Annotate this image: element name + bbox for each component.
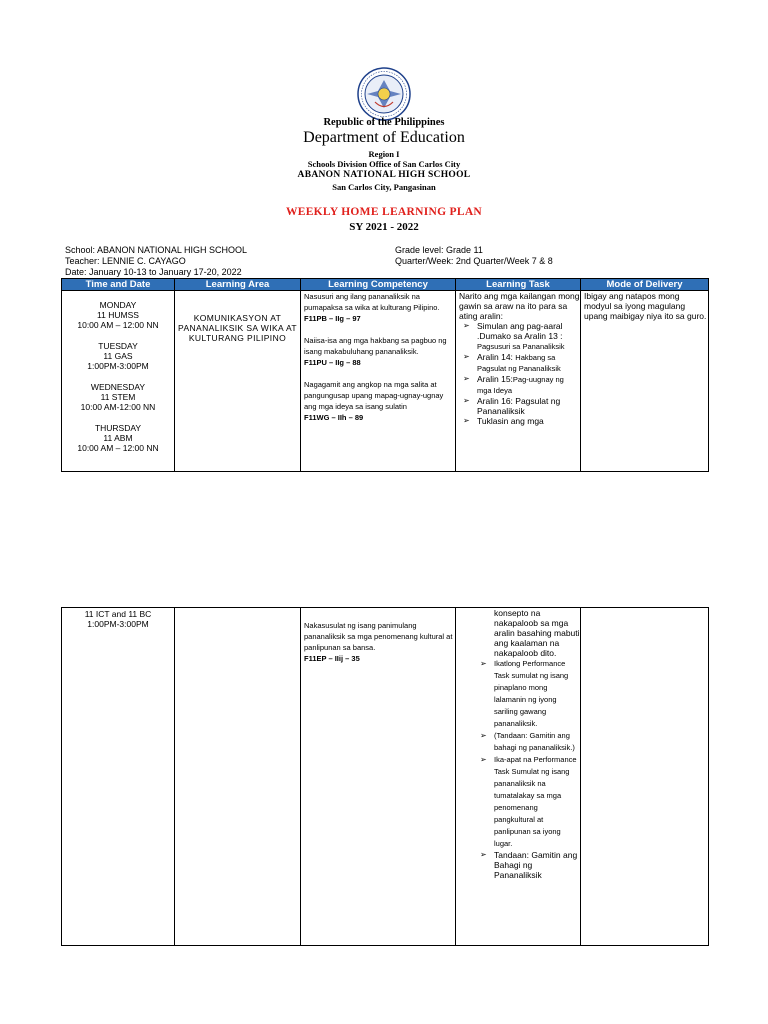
mode-of-delivery-cell: Ibigay ang natapos mong modyul sa iyong magulang upang maibigay niya ito sa guro. — [581, 291, 709, 472]
learning-task-cell — [456, 608, 581, 946]
task-continuation: konsepto na nakapaloob sa mga aralin basahing mabuti ang kaalaman na nakapaloob dito. — [494, 608, 580, 658]
plan-title: WEEKLY HOME LEARNING PLAN — [285, 206, 483, 218]
header-learning-area: Learning Area — [175, 279, 301, 291]
task-list — [459, 658, 580, 880]
task-intro: Narito ang mga kailangan mong gawin sa araw na ito para sa ating aralin: — [459, 291, 580, 321]
learning-task-cell — [456, 291, 581, 472]
list-item — [477, 374, 580, 396]
schedule-time: 10:00 AM – 12:00 NN — [77, 443, 159, 453]
list-item — [477, 321, 580, 352]
info-teacher: Teacher: LENNIE C. CAYAGO — [65, 256, 186, 266]
schedule-day: THURSDAY — [94, 423, 142, 433]
header-learning-task: Learning Task — [456, 279, 581, 291]
competency-code: F11PU – IIg – 88 — [304, 358, 361, 367]
header-mode-of-delivery: Mode of Delivery — [581, 279, 709, 291]
task-text: Aralin 15: — [477, 374, 513, 384]
schedule-time: 1:00PM-3:00PM — [87, 619, 149, 629]
school-heading: ABANON NATIONAL HIGH SCHOOL — [297, 170, 471, 180]
republic-heading: Republic of the Philippines — [323, 117, 445, 128]
schedule-cell — [62, 608, 175, 946]
weekly-plan-table — [61, 278, 709, 472]
task-text: Aralin 14: — [477, 352, 516, 362]
schedule-time: 1:00PM-3:00PM — [87, 361, 149, 371]
list-item: ➢ Ika-apat na Performance Task Sumulat ng isang pananaliksik na tumatalakay sa mga penomenang pangkultural at panlipunan sa iyong lugar. — [494, 754, 580, 850]
weekly-plan-table-continued — [61, 607, 709, 946]
list-item — [477, 352, 580, 374]
schedule-day: TUESDAY — [98, 341, 138, 351]
region-heading: Region I — [368, 149, 400, 159]
task-text: Aralin 16: Pagsulat ng Pananaliksik — [477, 396, 561, 416]
task-list — [459, 321, 580, 426]
info-date: Date: January 10-13 to January 17-20, 2022 — [65, 267, 242, 277]
competency-code: F11PB – IIg – 97 — [304, 314, 361, 323]
list-item — [477, 416, 580, 426]
list-item — [477, 396, 580, 416]
header-time-and-date: Time and Date — [62, 279, 175, 291]
list-item: ➢ (Tandaan: Gamitin ang bahagi ng pananaliksik.) — [494, 730, 580, 754]
schedule-cell — [62, 291, 175, 472]
list-item: ➢ Tandaan: Gamitin ang Bahagi ng Pananaliksik — [494, 850, 580, 880]
task-text: Simulan ang pag-aaral .Dumako sa Aralin 13 : — [477, 321, 563, 341]
info-grade: Grade level: Grade 11 — [395, 245, 483, 255]
schedule-section: 11 HUMSS — [97, 310, 139, 320]
competency-code: F11EP – IIij – 35 — [304, 654, 360, 663]
learning-area-cell — [175, 608, 301, 946]
schedule-section: 11 ABM — [103, 433, 133, 443]
mode-of-delivery-cell — [581, 608, 709, 946]
competency-text: Nasusuri ang ilang pananaliksik na pumapaksa sa wika at kulturang Pilipino. — [304, 292, 440, 312]
task-detail: Pag-uugnay ng mga Ideya — [477, 375, 564, 395]
competency-text: Naiisa-isa ang mga hakbang sa pagbuo ng isang makabuluhang pananaliksik. — [304, 336, 447, 356]
department-heading: Department of Education — [303, 129, 465, 146]
task-detail: Hakbang sa Pagsulat ng Pananaliksik — [477, 353, 561, 373]
table-header-row — [62, 279, 709, 291]
info-quarter: Quarter/Week: 2nd Quarter/Week 7 & 8 — [395, 256, 553, 266]
task-text: Tuklasin ang mga — [477, 416, 544, 426]
header-learning-competency: Learning Competency — [301, 279, 456, 291]
table-row — [62, 608, 709, 946]
schedule-section: 11 ICT and 11 BC — [84, 609, 152, 619]
competency-cell — [301, 291, 456, 472]
schedule-section: 11 GAS — [103, 351, 133, 361]
division-heading: Schools Division Office of San Carlos City — [307, 159, 461, 169]
list-item: ➢ Ikatlong Performance Task sumulat ng isang pinaplano mong lalamanin ng iyong sariling gawang pananaliksik. — [494, 658, 580, 730]
schedule-day: WEDNESDAY — [90, 382, 146, 392]
city-heading: San Carlos City, Pangasinan — [332, 182, 436, 192]
schedule-section: 11 STEM — [100, 392, 136, 402]
learning-area-cell: KOMUNIKASYON AT PANANALIKSIK SA WIKA AT KULTURANG PILIPINO — [175, 291, 301, 472]
schedule-time: 10:00 AM – 12:00 NN — [77, 320, 159, 330]
info-school: School: ABANON NATIONAL HIGH SCHOOL — [65, 245, 248, 255]
schedule-day: MONDAY — [99, 300, 137, 310]
competency-text: Nakasusulat ng isang panimulang pananaliksik sa mga penomenang kultural at panlipunan sa bansa. — [304, 621, 453, 652]
competency-code: F11WG – IIh – 89 — [304, 413, 364, 422]
schedule-time: 10:00 AM-12:00 NN — [80, 402, 156, 412]
task-detail: Pagsusuri sa Pananaliksik — [477, 342, 565, 351]
competency-cell — [301, 608, 456, 946]
table-row — [62, 291, 709, 472]
deped-seal-icon — [357, 67, 411, 121]
school-year: SY 2021 - 2022 — [349, 221, 419, 233]
competency-text: Nagagamit ang angkop na mga salita at pangungusap upang mapag-ugnay-ugnay ang mga ideya sa isang sulatin — [304, 380, 444, 411]
